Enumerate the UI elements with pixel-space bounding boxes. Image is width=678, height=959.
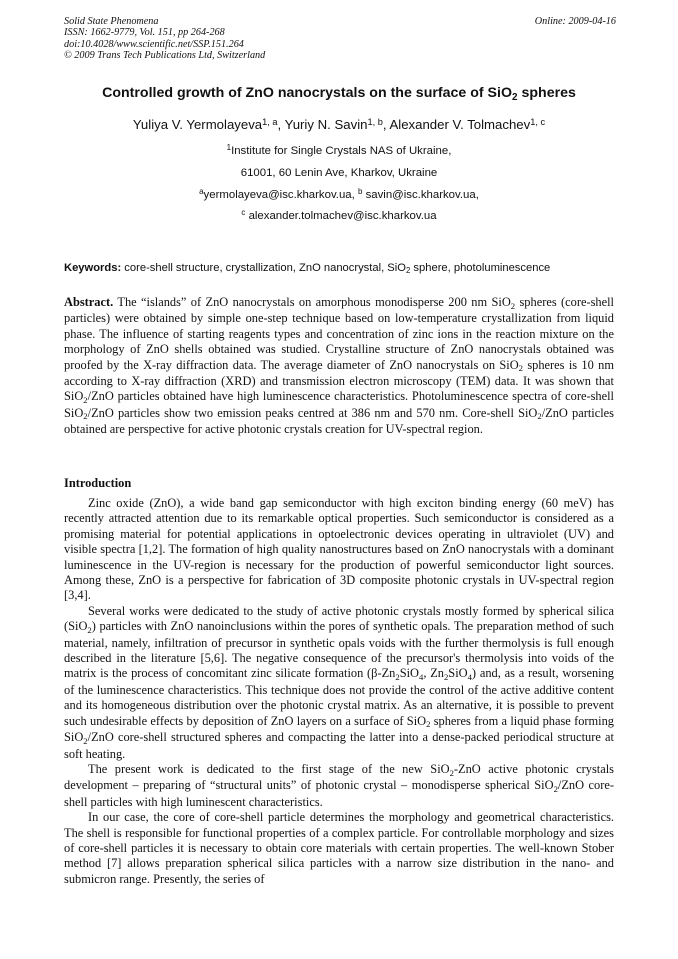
- intro-paragraph-3: The present work is dedicated to the first stage of the new SiO$_2$-ZnO active photonic crystals development – preparing of “structural units” of photonic crystal – monodisperse spherical SiO$_2$/ZnO core-shell particles with high luminescent characteristics.: [64, 761, 614, 809]
- abstract-label: Abstract.: [64, 295, 114, 309]
- author-list: Yuliya V. Yermolayeva$^{1, a}$, Yuriy N. Savin$^{1, b}$, Alexander V. Tolmachev$^{1, c}$: [132, 116, 546, 132]
- author-name: Yuriy N. Savin: [284, 117, 368, 132]
- keywords-label: Keywords:: [64, 262, 122, 274]
- intro-paragraph-2: Several works were dedicated to the study of active photonic crystals mostly formed by spherical silica (SiO$_2$) particles with ZnO nanoinclusions within the pores of synthetic opals. The preparation method of such material, namely, infiltration of precursor in synthetic opals voids with the further thermolysis is full enough described in the literature [5,6]. The negative consequence of the precursor's thermolysis into voids of the matrix is the process of concomitant zinc silicate formation ($\beta-Zn_2SiO_4$, $Zn_2SiO_4$) and, as a result, worsening of the luminescence characteristics. This technique does not provide the control of the active additive content and its homogeneous distribution over the photonic crystal matrix. As an alternative, it is possible to prevent such undesirable effects by deposition of ZnO layers on a surface of SiO$_2$ spheres from a liquid phase forming SiO$_2$/ZnO core-shell structured spheres and compacting the latter into a dense-packed periodical structure at soft heating.: [64, 603, 614, 761]
- abstract-paragraph: Abstract. The “islands” of ZnO nanocrystals on amorphous monodisperse 200 nm SiO$_2$ spheres (core-shell particles) were obtained by simple one-step technique based on low-temperature crystallization from liquid phase. The influence of starting reagents types and concentration of zinc ions in the reaction mixture on the morphology of ZnO shells obtained was studied. Crystalline structure of ZnO nanocrystals obtained was proofed by the X-ray diffraction data. The average diameter of ZnO nanocrystals on SiO$_2$ spheres is 10 nm according to X-ray diffraction (XRD) and transmission electron microscopy (TEM) data. It was shown that SiO$_2$/ZnO particles obtained have high luminescence characteristics. Photoluminescence spectra of core-shell SiO$_2$/ZnO particles show two emission peaks centred at 386 nm and 570 nm. Core-shell SiO$_2$/ZnO particles obtained are perspective for active photonic crystals creation for UV-spectral region.: [64, 295, 614, 437]
- email-link[interactable]: savin@isc.kharkov.ua,: [362, 189, 479, 201]
- keywords: Keywords: core-shell structure, crystallization, ZnO nanocrystal, SiO$_2$ sphere, photoluminescence: [64, 262, 551, 276]
- email-link[interactable]: alexander.tolmachev@isc.kharkov.ua: [245, 210, 437, 222]
- online-date: Online: 2009-04-16: [534, 16, 616, 27]
- introduction-body: [64, 496, 614, 887]
- affiliation-line-1: $^1$Institute for Single Crystals NAS of Ukraine,: [226, 143, 452, 157]
- email-link[interactable]: yermolayeva@isc.kharkov.ua,: [203, 189, 358, 201]
- author-name: Yuliya V. Yermolayeva: [132, 117, 263, 132]
- email-line-2: $^c$ alexander.tolmachev@isc.kharkov.ua: [241, 208, 437, 222]
- author-name: Alexander V. Tolmachev: [389, 117, 531, 132]
- paper-title: Controlled growth of ZnO nanocrystals on the surface of SiO$_2$ spheres: [102, 85, 576, 103]
- section-heading-introduction: Introduction: [64, 476, 132, 490]
- email-line-1: $^a$yermolayeva@isc.kharkov.ua, $^b$ savin@isc.kharkov.ua,: [199, 187, 479, 201]
- affiliation-line-2: 61001, 60 Lenin Ave, Kharkov, Ukraine: [240, 167, 438, 179]
- doi-line: doi:10.4028/www.scientific.net/SSP.151.264: [64, 38, 244, 50]
- intro-paragraph-1: Zinc oxide (ZnO), a wide band gap semiconductor with high exciton binding energy (60 meV) has recently attracted attention due to its remarkable optical properties. Such semiconductor is considered as a promising material for potential applications in optoelectronic devices operating in ultraviolet (UV) and visible spectra [1,2]. The formation of high quality nanostructures based on ZnO nanocrystals with a dominant luminescence in the UV-region is necessary for the production of powerful semiconductor light sources. Among these, ZnO is a perspective for fabrication of 3D composite photonic crystals in UV-spectral region [3,4].: [64, 496, 614, 603]
- issn-line: ISSN: 1662-9779, Vol. 151, pp 264-268: [64, 27, 225, 39]
- journal-name: Solid State Phenomena: [64, 16, 159, 27]
- journal-header: [64, 16, 616, 61]
- abstract: [64, 295, 614, 438]
- copyright-line: © 2009 Trans Tech Publications Ltd, Switzerland: [64, 49, 266, 61]
- intro-paragraph-4: In our case, the core of core-shell particle determines the morphology and geometrical characteristics. The shell is responsible for functional properties of a complex particle. For controllable morphology and sizes of core-shell particles it is necessary to obtain core materials with certain properties. The well-known Stober method [7] allows preparation spherical silica particles with a narrow size distribution in the nano- and submicron range. Presently, the series of: [64, 810, 614, 886]
